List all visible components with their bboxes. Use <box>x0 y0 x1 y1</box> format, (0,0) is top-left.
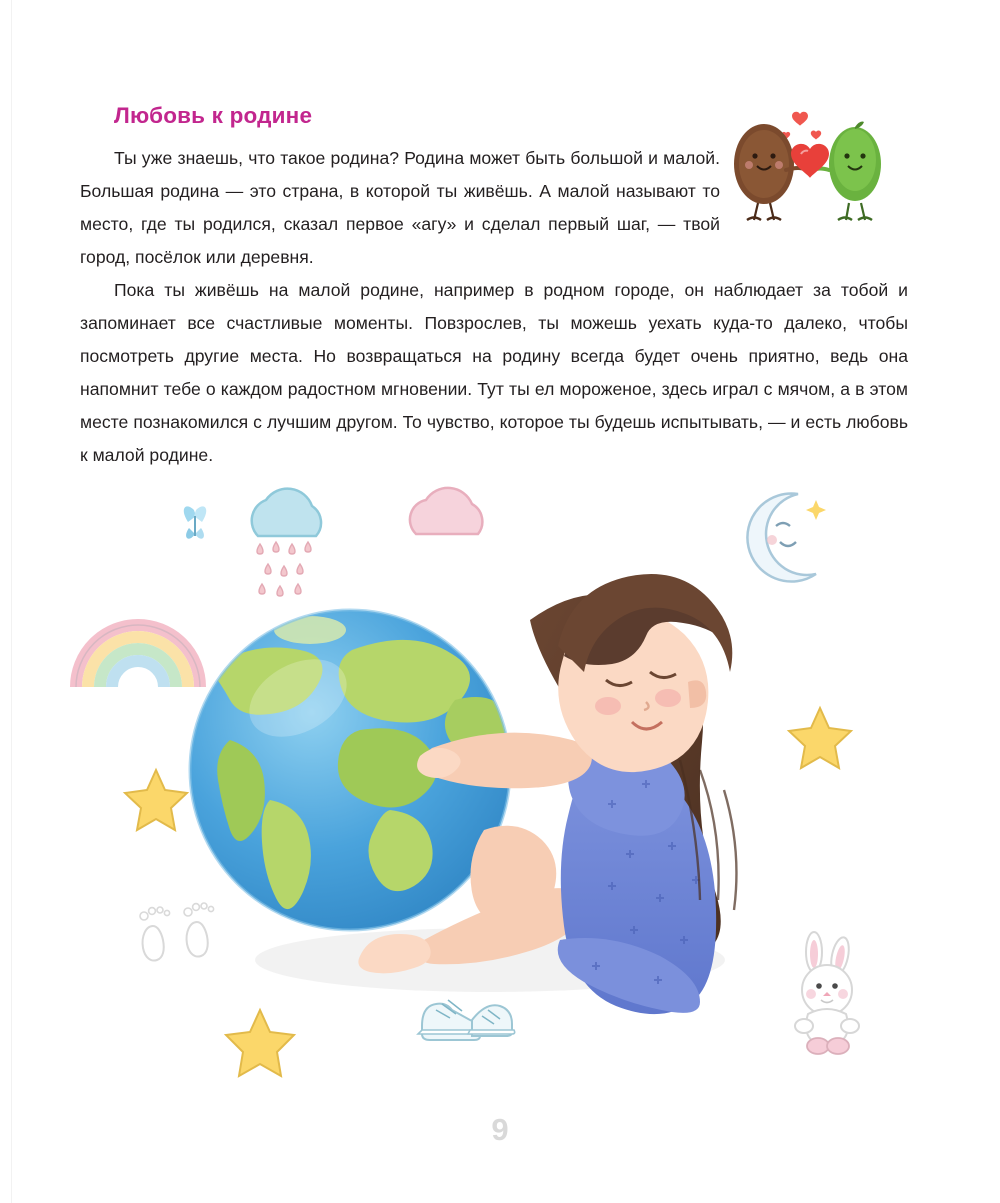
rain-cloud-icon <box>252 489 321 596</box>
paragraph-1: Ты уже знаешь, что такое родина? Родина может быть большой и малой. Большая родина — это страна, в которой ты живёшь. А малой называют то место, где ты родился, сказал первое «агу» и сделал первый шаг, — твой город, посёлок или деревня. <box>80 148 720 267</box>
page-left-margin-bar <box>0 0 12 1203</box>
sleeping-moon-icon <box>747 494 826 582</box>
baby-footprints-icon <box>140 903 214 961</box>
leg-upper <box>471 826 557 926</box>
article-body <box>80 142 908 472</box>
page-number: 9 <box>491 1112 509 1147</box>
star-left <box>125 770 187 830</box>
bunny-toy-icon <box>795 932 859 1054</box>
star-bottom <box>226 1010 294 1076</box>
page-title: Любовь к родине <box>114 103 313 128</box>
baby-sneakers-icon <box>418 1000 515 1040</box>
star-right <box>789 708 851 768</box>
butterfly-icon <box>184 506 206 538</box>
rainbow-icon <box>76 625 200 687</box>
small-hearts-icon <box>782 112 821 140</box>
pink-cloud-icon <box>410 488 482 534</box>
main-illustration <box>60 470 950 1090</box>
paragraph-2: Пока ты живёшь на малой родине, например в родном городе, он наблюдает за тобой и запоминает все счастливые моменты. Повзрослев, ты можешь уехать куда-то далеко, чтобы посмотреть другие места. Но возвращаться на родину всегда будет очень приятно, ведь она напомнит тебе о каждом радостном мгновении. Тут ты ел мороженое, здесь играл с мячом, а в этом месте познакомился с лучшим другом. То чувство, которое ты будешь испытывать, — и есть любовь к малой родине. <box>80 280 908 465</box>
